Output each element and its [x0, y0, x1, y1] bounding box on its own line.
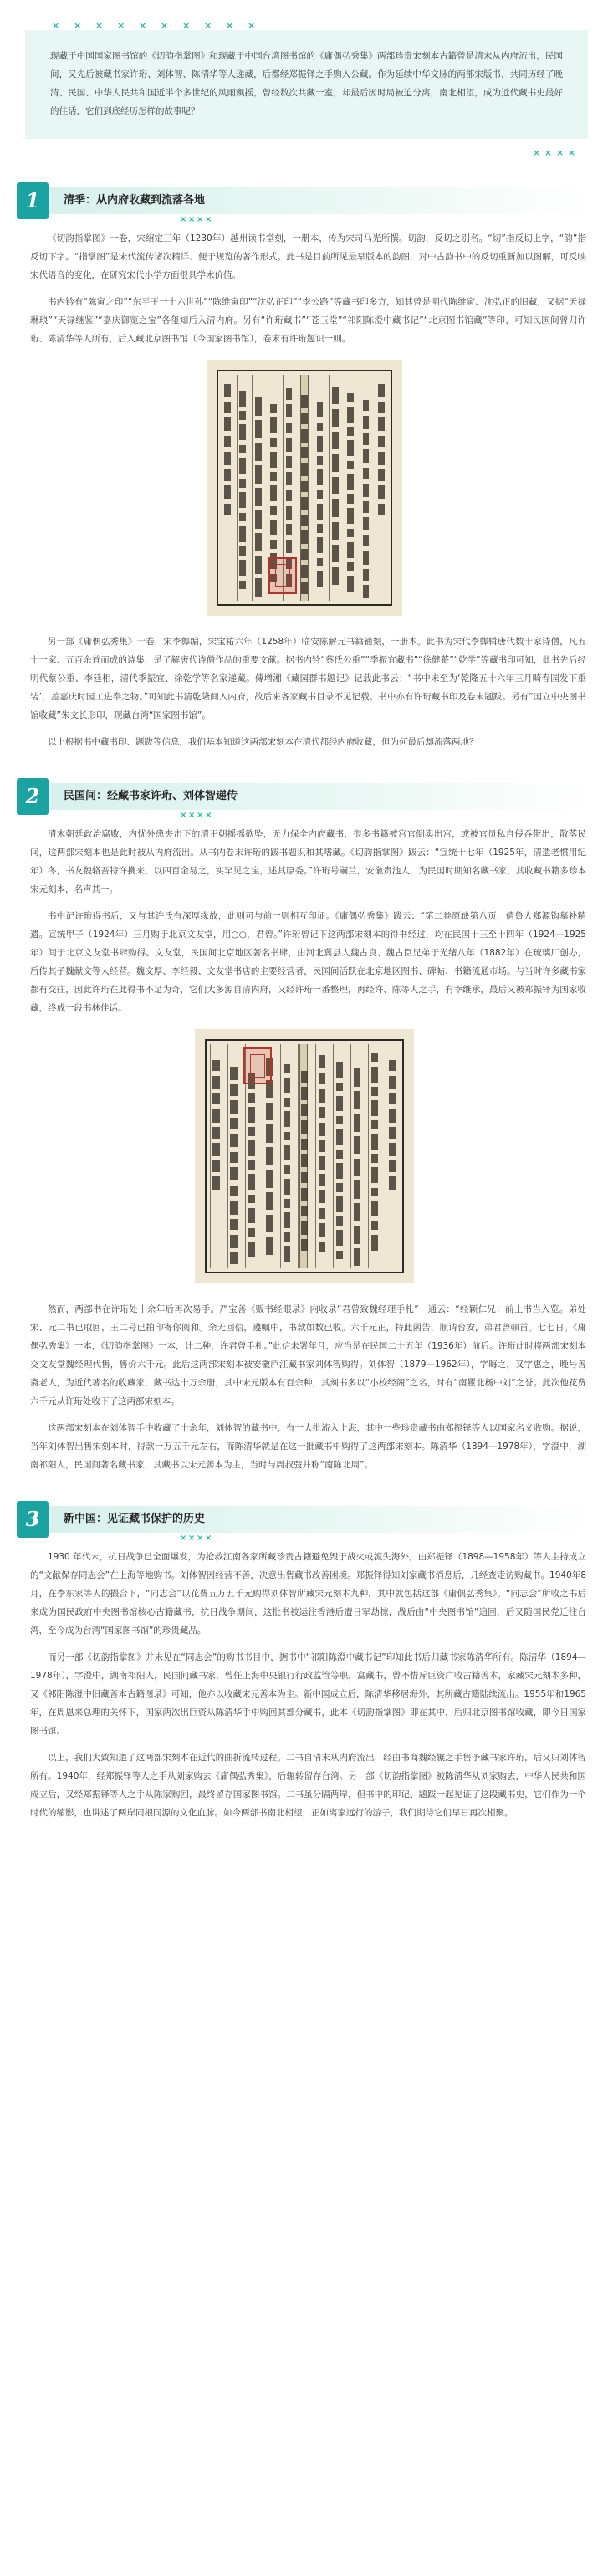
text-column — [222, 375, 233, 601]
section-number: 2 — [17, 778, 49, 815]
text-column — [210, 1044, 223, 1268]
paragraph: 而另一部《切韵指掌图》并未见在“同志会”的购书书目中，据书中“祁阳陈澄中藏书记”印知此书后归藏书家陈清华所有。陈清华（1894—1978年），字澄中，湖南祁阳人，民国间藏书家，曾任上海中央银行行政监管等职，富藏书，曾不惜斥巨资广收古籍善本，家藏宋元刻本多种，又《祁阳陈澄中旧藏善本古籍图录》可知，他亦以收藏宋元善本为主。新中国成立后，陈清华移居海外，其所藏古籍陆续流出。1955年和1965年，在周恩来总理的关怀下，国家两次出巨资从陈清华手中购回其部分藏书，此本《切韵指掌图》即在其中，后归北京图书馆收藏，即今日国家图书馆。 — [30, 1652, 586, 1736]
paragraph: 另一部《庸偶弘秀集》十卷，宋李龏编，宋宝祐六年（1258年）临安陈解元书籍铺刻，一册本。此书为宋代李龏辑唐代数十家诗僧，凡五十一家、五百余首而成的诗集，是了解唐代诗僧作品的重要文献。据书内钤“蔡氏公重”“季振宜藏书”“徐健菴”“乾学”等藏书印可知，此书先后经明代蔡公重、李廷相，清代季振宜、徐乾学等名家递藏。傅增湘《藏园群书题记》记载此书云：“书中未至为‘乾隆五十六年三月畸春园发下重装’，盖嘉庆时园工进奉之物。”可知此书清乾隆间入内府，故后来各家藏书目录不见记载。书中亦有许珩藏书印及卷末题跋。另有“国立中央图书馆收藏”朱文长形印，现藏台湾“国家图书馆”。 — [30, 637, 586, 720]
text-column — [350, 1044, 364, 1268]
paragraph: 《切韵指掌图》一卷，宋绍定三年（1230年）越州读书堂刻，一册本，传为宋司马光所撰。切韵，反切之别名。“切”指反切上字，“韵”指反切下字。“指掌图”是宋代流传诸次精详、便于规览的著作形式。此书是目前所见最早版本的韵图，对中古韵书中的反切重新加以图解，可反映宋代语音的变化，在研究宋代小学方面很具学术价值。 — [30, 233, 586, 280]
text-column — [299, 375, 310, 601]
text-column — [333, 1044, 346, 1268]
paragraph: 1930 年代末，抗日战争已全面爆发，为抢救江南各家所藏珍贵古籍避免毁于战火或流失海外，由郑振铎（1898—1958年）等人主持成立的“文献保存同志会”在上海等地购书。刘体智因经营不善，决意出售藏书改善困境。郑振铎得知刘家藏书消息后，几经查走访购藏书。1940年8月，在李东家等人的撮合下，“同志会”以花费五万五千元购得刘体智所藏宋元刻本九种，其中就包括这部《庸偶弘秀集》。“同志会”所收之书后来成为国民政府中央图书馆核心古籍藏书，抗日战争期间，这批书被运往香港后遭日军劫掠，战后由“中央图书馆”追回，后又随国民党迁往台湾，至今成为台湾“国家图书馆”的珍贵藏品。 — [30, 1552, 586, 1636]
collector-seal — [243, 1047, 272, 1084]
section-header-3 — [8, 1494, 595, 1548]
intro-block — [25, 8, 588, 158]
book-page-image — [207, 360, 402, 616]
section-number: 1 — [17, 182, 49, 219]
paragraph: 书中记许珩得书后，又与其许氏有深厚缘故，此则可与前一则相互印证。《庸偶弘秀集》跋云：“第二卷原缺第八页，倩鲁人郑源钩摹补精遗。宣统甲子（1924年）三月购于北京文友堂，用○○，君曾。”许珩曾记下这两部宋刻本的得书经过，均在民国十三至十四年（1924—1925年）间于北京文友堂书肆购得。文友堂，民国间北京地区著名书肆，由河北冀县人魏占良、魏占臣兄弟于光绪八年（1882年）在琉璃厂创办，后传其子魏献文等人经营。魏文厚、李经毅、文友堂书店的主要经营者，民国间活跃在北京地区图书、碑帖、书籍流通市场。与当时许多藏书家都有交往，因此许珩在此得书不足为奇，它们大多源自清内府，又经许珩一番整理，再经许、陈等人之手，有幸继承，最后又被郑振铎为国家收藏，终成一段书林佳话。 — [30, 911, 586, 1013]
text-column — [298, 1044, 311, 1268]
text-columns — [222, 375, 387, 601]
section-header-1 — [8, 176, 595, 229]
collector-seal — [268, 557, 297, 594]
decorative-dots: × × × × — [180, 215, 212, 224]
book-page-image — [195, 1029, 414, 1283]
text-column — [386, 1044, 399, 1268]
text-column — [329, 375, 340, 601]
text-column — [368, 1044, 381, 1268]
text-column — [252, 375, 263, 601]
decorative-dots-top: × × × × × × × × × × — [52, 20, 256, 31]
decorative-dots: × × × × — [180, 811, 212, 820]
text-column — [345, 375, 356, 601]
text-column — [237, 375, 248, 601]
paragraph: 以上，我们大致知道了这两部宋刻本在近代的曲折流转过程。二书自清末从内府流出，经由书商魏经辗之手售予藏书家许珩，后又归刘体智所有。1940年，经郑振铎等人之手从刘家购去《庸偶弘秀集》，后辗转留存台湾。另一部《切韵指掌图》被陈清华从刘家购去，中华人民共和国成立后，又经郑振铎等人之手从陈家购回，最终留存国家图书馆。二书虽分隔两岸，但书中的印记、题跋一起见证了这段藏书史，它们作为一个时代的缩影，也讲述了两岸同根同源的文化血脉。如今两部书南北相望，正如离家远行的游子，我们期待它们早日再次相聚。 — [30, 1753, 586, 1818]
text-columns — [210, 1044, 399, 1268]
decorative-dots-bottom: × × × × — [533, 147, 576, 158]
decorative-dots: × × × × — [180, 1534, 212, 1543]
section-title: 新中国：见证藏书保护的历史 — [49, 1506, 595, 1533]
paragraph: 清末朝廷政治腐败，内忧外患夹击下的清王朝摇摇欲坠，无力保全内府藏书，很多书籍被宫官倒卖出宫，或被官员私自侵吞带出，散落民间，这两部宋刻本也是此时被从内府流出。从书内卷末许珩的跋书题识和其嗜藏。《切韵指掌图》跋云：“宣统十七年（1925年，清遗老惯用纪年）冬，书友魏辂吾特许携来，以四百金易之，实罕见之宝，述其原委。”许珩号嗣兰，安徽贵池人，为民国时期知名藏书家，其收藏书籍多珍本宋元刻本，名声其一。 — [30, 829, 586, 894]
section-header-2 — [8, 771, 595, 825]
intro-text: 现藏于中国国家图书馆的《切韵指掌图》和现藏于中国台湾图书馆的《庸偶弘秀集》两部珍贵宋刻本古籍曾是清末从内府流出，民国间，又先后被藏书家许珩、刘体智、陈清华等人递藏，后都经郑振铎之手购入公藏。作为延续中华文脉的两部宋版书，共同历经了晚清、民国、中华人民共和国近半个多世纪的风雨飘摇，曾经数次共藏一室，却最后因时局被迫分离，南北相望，成为近代藏书史最好的佳话，它们到底经历怎样的故事呢？ — [25, 30, 588, 139]
paragraph: 然而，两部书在许珩处十余年后再次易手。严宝善《贩书经眼录》内收录“君曾致魏经理手札”一通云：“经颖仁兄：前上书当入览。弟处宋、元二书已取回，王二号已拍印寄你阅和。余无回信，遵嘱中，书款如数已收。六千元正，特此函告，顺请台安，弟君曾顿首。七七日。《庸偶弘秀集》一本，《切韵指掌图》一本，计二种，许君曾手札。”此信未署年月，应当是在民国二十五年（1936年）前后。许珩此时将两部宋刻本交文友堂魏经理代售，售价六千元。此后这两部宋刻本被安徽庐江藏书家刘体智购得。刘体智（1879—1962年），字晦之，又字惠之，晚号善斋老人，为近代著名的收藏家，藏书达十万余册，其中宋元版本有百余种，其刻书多以“小校经阁”之名，时有“南瞿北杨中刘”之誉。此次他花费六千元从许珩处收下了这两部宋刻本。 — [30, 1304, 586, 1406]
paragraph: 这两部宋刻本在刘体智手中收藏了十余年，刘体智的藏书中，有一大批流入上海，其中一些珍贵藏书由郑振铎等人以国家名义收购。据说，当年刘体智出售宋刻本时，得款一万五千元左右，而陈清华就是在这一批藏书中购得了这两部宋刻本。陈清华（1894—1978年），字澄中，湖南祁阳人，民国间著名藏书家，其藏书以宋元善本为主，当时与周叔弢并称“南陈北周”。 — [30, 1423, 586, 1470]
section-title: 民国间：经藏书家许珩、刘体智递传 — [49, 783, 595, 810]
paragraph: 书内钤有“陈寅之印”“东平王一十六世孙”“陈维寅印”“沈弘正印”“李公路”等藏书印多方，知其曾是明代陈维寅、沈弘正的旧藏，又据“天禄琳琅”“天禄继鉴”“嘉庆御览之宝”各玺知后入清内府。另有“许珩藏书”“苍玉堂”“祁阳陈澄中藏书记”“北京图书馆藏”等印，可知民国间曾归许珩、陈清华等人所有，后入藏北京图书馆（今国家图书馆），卷末有许珩题识一则。 — [30, 297, 586, 344]
section-title: 清季：从内府收藏到流落各地 — [49, 187, 595, 214]
text-column — [227, 1044, 241, 1268]
text-column — [376, 375, 387, 601]
text-column — [280, 1044, 294, 1268]
text-column — [315, 1044, 329, 1268]
text-column — [360, 375, 371, 601]
text-column — [314, 375, 325, 601]
section-number: 3 — [17, 1501, 49, 1538]
paragraph: 以上根据书中藏书印、题跋等信息，我们基本知道这两部宋刻本在清代都经内府收藏，但为何最后却流落两地？ — [48, 737, 478, 747]
